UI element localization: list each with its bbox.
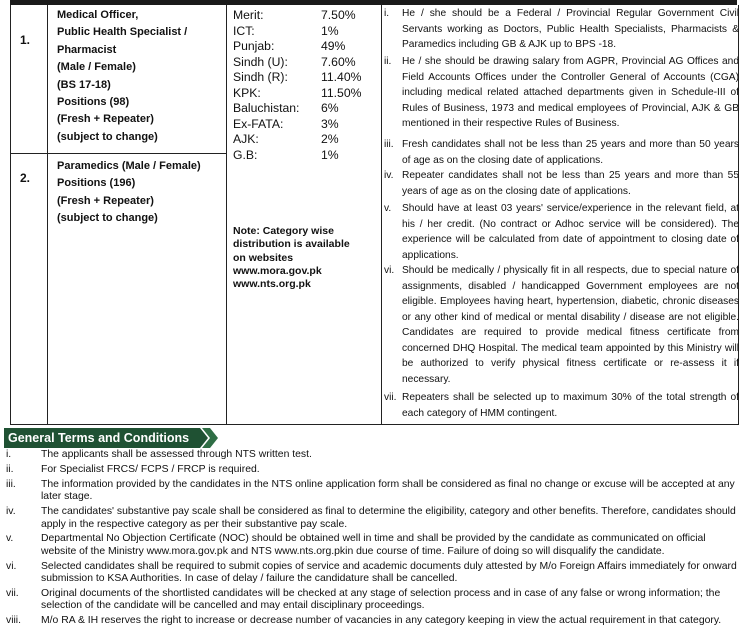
position-1-line: (Fresh + Repeater)	[57, 113, 154, 126]
criteria-text: Should have at least 03 years' service/experience in the relevant field, at his / her credit. (No contract or Adhoc service will be considered). The experience will be calculated from date of appointment to closing date of applications.	[402, 203, 739, 261]
position-1-line: (subject to change)	[57, 130, 158, 143]
criteria-number: i.	[384, 8, 390, 19]
serial-number-1: 1.	[20, 33, 31, 47]
criteria-item	[384, 201, 739, 263]
quota-note-line: on websites	[233, 251, 294, 264]
quota-percent: 1%	[321, 23, 339, 38]
column-divider-quota	[381, 5, 382, 424]
general-terms-list	[6, 449, 741, 630]
serial-number-2: 2.	[20, 171, 31, 185]
criteria-item	[384, 168, 739, 199]
position-2	[57, 158, 201, 228]
term-item	[6, 588, 741, 613]
position-2-line: Positions (196)	[57, 177, 136, 190]
quota-percent: 3%	[321, 116, 339, 131]
general-terms-title: General Terms and Conditions	[8, 431, 190, 445]
term-text: For Specialist FRCS/ FCPS / FRCP is required.	[41, 463, 260, 475]
quota-list	[233, 8, 379, 163]
term-text: The applicants shall be assessed through NTS written test.	[41, 449, 312, 460]
term-item	[6, 449, 741, 461]
criteria-text: He / she should be drawing salary from AGPR, Provincial AG Offices and Field Accounts Offices under the Controller General of Accounts (CGA) including medical related attached departments given in Schedule-III of Rules of Business, 1973 and medical employees of Provincial, AJK & GB mentioned in their respective Rules of Business.	[402, 56, 739, 129]
position-1-line: Medical Officer,	[57, 9, 139, 21]
criteria-number: vii.	[384, 392, 397, 403]
quota-row	[233, 55, 379, 71]
criteria-item	[384, 390, 739, 421]
quota-note-line: distribution is available	[233, 238, 350, 251]
quota-region: Sindh (U):	[233, 54, 288, 69]
term-text: The information provided by the candidates in the NTS online application form shall be considered as final no change or excuse will be accepted at any later stage.	[41, 478, 735, 503]
criteria-item	[384, 6, 739, 53]
quota-region: ICT:	[233, 23, 255, 38]
term-text: M/o RA & IH reserves the right to increase or decrease number of vacancies in any category keeping in view the actual requirement in that category.	[41, 615, 722, 627]
term-number: vi.	[6, 560, 17, 572]
term-item	[6, 561, 741, 586]
criteria-number: ii.	[384, 56, 392, 67]
criteria-text: He / she should be a Federal / Provincial Regular Government Civil Servants working as Doctors, Public Health Specialists, Pharmacists & Paramedics including GB & AJK up to BPS -18.	[402, 8, 739, 50]
website-link-nts[interactable]: www.nts.org.pk	[233, 278, 311, 291]
position-1-line: Positions (98)	[57, 96, 130, 109]
quota-percent: 49%	[321, 39, 346, 53]
quota-row	[233, 8, 379, 24]
term-item	[6, 615, 741, 627]
quota-row	[233, 101, 379, 117]
quota-row	[233, 132, 379, 148]
quota-region: Baluchistan:	[233, 101, 300, 115]
quota-row	[233, 39, 379, 55]
term-text: Departmental No Objection Certificate (NOC) should be obtained well in time and shall be provided by the candidate as communicated on official website of the Ministry www.mora.gov.pk and NTS www.nts.org.pkin due course of time. Failure of doing so will disqualify the candidate.	[41, 533, 706, 557]
term-number: ii.	[6, 463, 14, 475]
term-number: v.	[6, 533, 14, 545]
criteria-item	[384, 137, 739, 168]
term-item	[6, 479, 741, 504]
quota-percent: 11.40%	[321, 70, 362, 84]
term-number: iii.	[6, 478, 16, 490]
quota-region: KPK:	[233, 85, 261, 100]
term-item	[6, 464, 741, 476]
quota-note-line: Note: Category wise	[233, 225, 334, 237]
criteria-number: iv.	[384, 170, 394, 181]
criteria-item	[384, 263, 739, 387]
quota-percent: 7.60%	[321, 54, 356, 69]
quota-row	[233, 86, 379, 102]
quota-percent: 2%	[321, 132, 339, 146]
row-divider	[11, 153, 226, 154]
criteria-text: Repeaters shall be selected up to maximum 30% of the total strength of each category of HMM contingent.	[402, 392, 739, 419]
quota-region: G.B:	[233, 147, 258, 162]
quota-row	[233, 148, 379, 164]
criteria-number: v.	[384, 203, 392, 214]
criteria-text: Repeater candidates shall not be less than 25 years and more than 55 years of age as on the closing date of applications.	[402, 170, 739, 197]
criteria-number: vi.	[384, 265, 395, 276]
column-divider-sno	[47, 5, 48, 424]
quota-percent: 11.50%	[321, 85, 362, 100]
quota-percent: 1%	[321, 147, 339, 162]
criteria-text: Fresh candidates shall not be less than 25 years and more than 50 years of age as on the closing date of applications.	[402, 139, 739, 166]
quota-row	[233, 117, 379, 133]
criteria-text: Should be medically / physically fit in all respects, due to special nature of assignments, disabled / handicapped Government employees are not eligible. Employees having heart, hypertension, diabetic, chronic diseases or any other kind of medical or mental disability / disease are not eligible. Candidates are required to provide medical fitness certificate from concerned DHQ Hospital. The medical team appointed by this Ministry will be authorized to verify physical fitness certificate or re-assess it if necessary.	[402, 265, 739, 385]
quota-region: AJK:	[233, 132, 259, 146]
quota-region: Merit:	[233, 8, 264, 22]
quota-note	[233, 225, 350, 291]
quota-row	[233, 24, 379, 40]
term-item	[6, 506, 741, 531]
position-1-line: Public Health Specialist /	[57, 26, 188, 39]
term-number: iv.	[6, 506, 16, 518]
quota-percent: 6%	[321, 101, 339, 115]
position-2-line: (Fresh + Repeater)	[57, 194, 154, 207]
term-number: i.	[6, 449, 12, 460]
column-divider-position	[226, 5, 227, 424]
position-1	[57, 7, 187, 146]
term-text: Original documents of the shortlisted candidates will be checked at any stage of selection process and in case of any false or wrong information; the selection of the candidate will be cancelled and may entail disciplinary proceedings.	[41, 588, 721, 612]
position-1-line: (Male / Female)	[57, 61, 136, 74]
quota-percent: 7.50%	[321, 8, 356, 22]
criteria-item	[384, 54, 739, 132]
term-item	[6, 533, 741, 558]
term-text: The candidates' substantive pay scale shall be considered as final to determine the eligibility, category and other benefits. Therefore, candidates should apply in the respective category as per their substantive pay scale.	[41, 506, 736, 530]
position-1-line: Pharmacist	[57, 43, 117, 56]
website-link-mora[interactable]: www.mora.gov.pk	[233, 264, 322, 277]
quota-row	[233, 70, 379, 86]
position-2-line: (subject to change)	[57, 212, 158, 225]
position-2-line: Paramedics (Male / Female)	[57, 160, 201, 172]
quota-region: Punjab:	[233, 39, 275, 53]
quota-region: Sindh (R):	[233, 70, 288, 84]
term-number: vii.	[6, 588, 19, 600]
criteria-number: iii.	[384, 139, 394, 150]
positions-table	[10, 5, 739, 425]
term-text: Selected candidates shall be required to submit copies of service and academic documents duly attested by M/o Foreign Affairs immediately for onward submission to KSA Authorities. In case of delay / failure the candidature shall be cancelled.	[41, 560, 737, 585]
quota-region: Ex-FATA:	[233, 116, 284, 131]
term-number: viii.	[6, 615, 22, 627]
position-1-line: (BS 17-18)	[57, 78, 111, 91]
